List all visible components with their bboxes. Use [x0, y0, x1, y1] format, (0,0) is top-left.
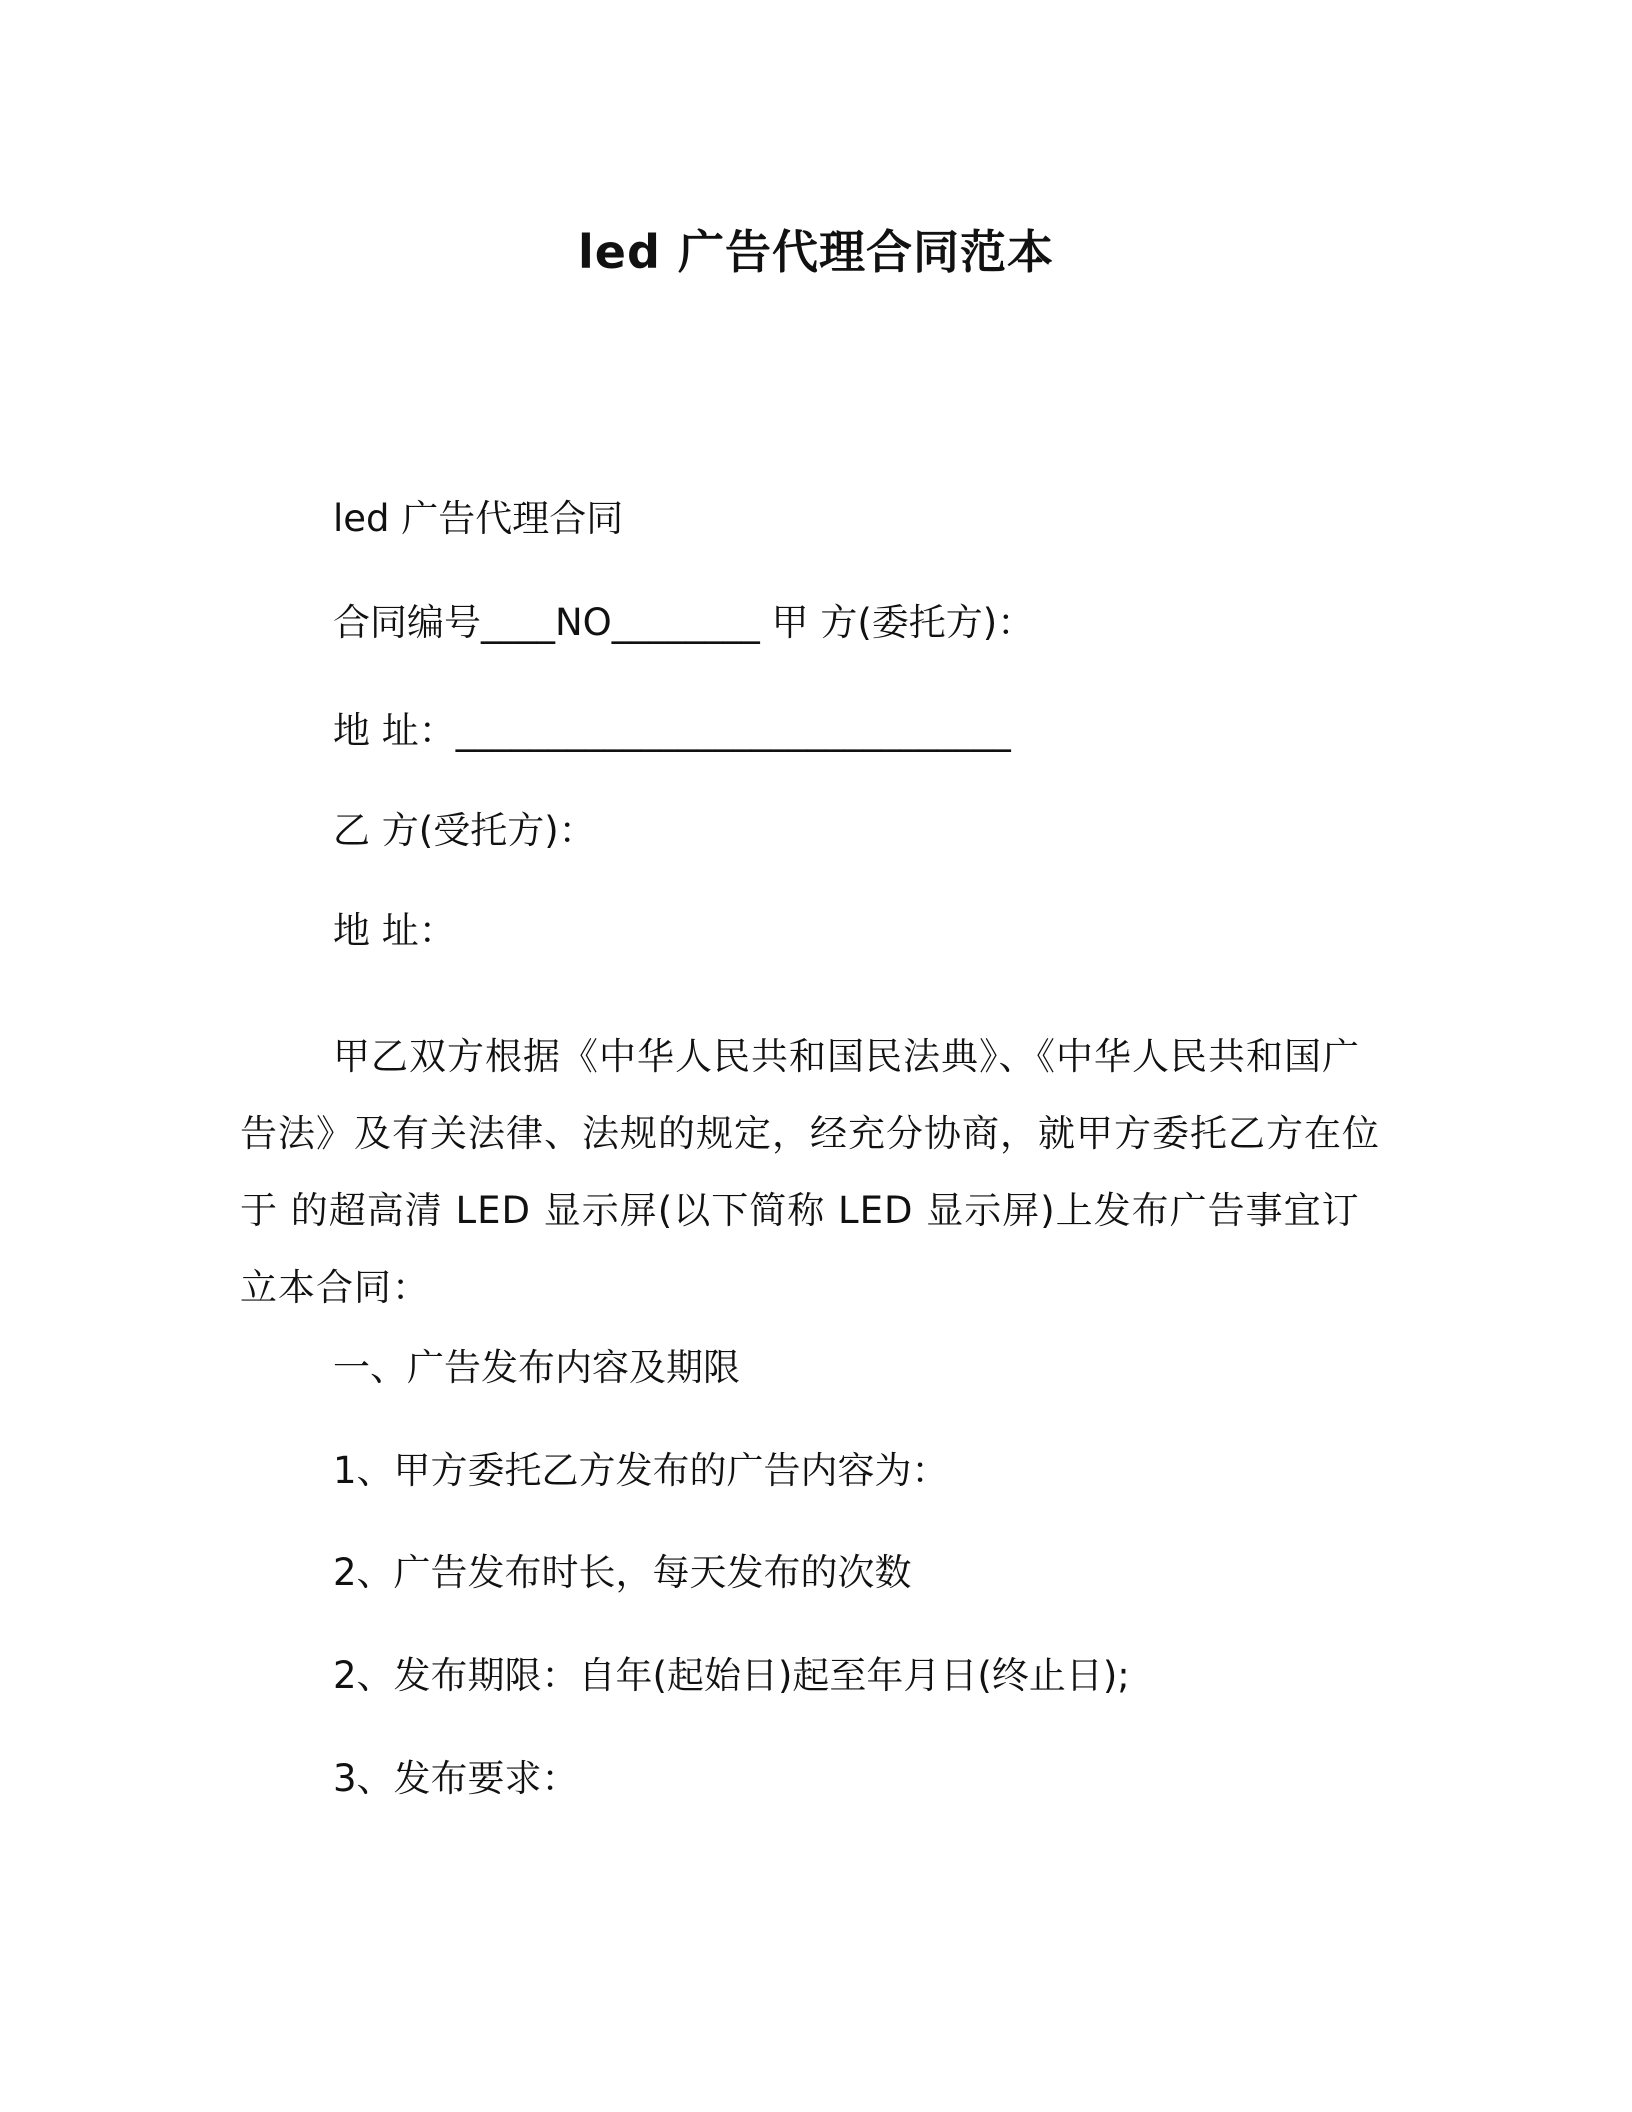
clause-item-1: 1、甲方委托乙方发布的广告内容为： — [333, 1449, 949, 1492]
document-title: led 广告代理合同范本 — [578, 225, 1054, 279]
intro-paragraph: 甲乙双方根据《中华人民共和国民法典》、《中华人民共和国广告法》及有关法律、法规的规定，经充分协商，就甲方委托乙方在位于 的超高清 LED 显示屏(以下简称 LED 显示屏)上发布广告事宜订立本合同： — [240, 1035, 1380, 1309]
section-1-heading: 一、广告发布内容及期限 — [333, 1346, 740, 1389]
party-a-address-line: 地 址：______________________________ — [333, 709, 1011, 752]
contract-heading: led 广告代理合同 — [333, 497, 624, 540]
party-b-address-line: 地 址： — [333, 909, 456, 952]
clause-item-2a: 2、广告发布时长，每天发布的次数 — [333, 1551, 912, 1594]
contract-number-line: 合同编号____NO________ 甲 方(委托方)： — [333, 601, 1035, 644]
clause-item-2b: 2、发布期限：自年(起始日)起至年月日(终止日); — [333, 1654, 1130, 1697]
clause-item-3: 3、发布要求： — [333, 1757, 579, 1800]
party-b-line: 乙 方(受托方)： — [333, 809, 596, 852]
